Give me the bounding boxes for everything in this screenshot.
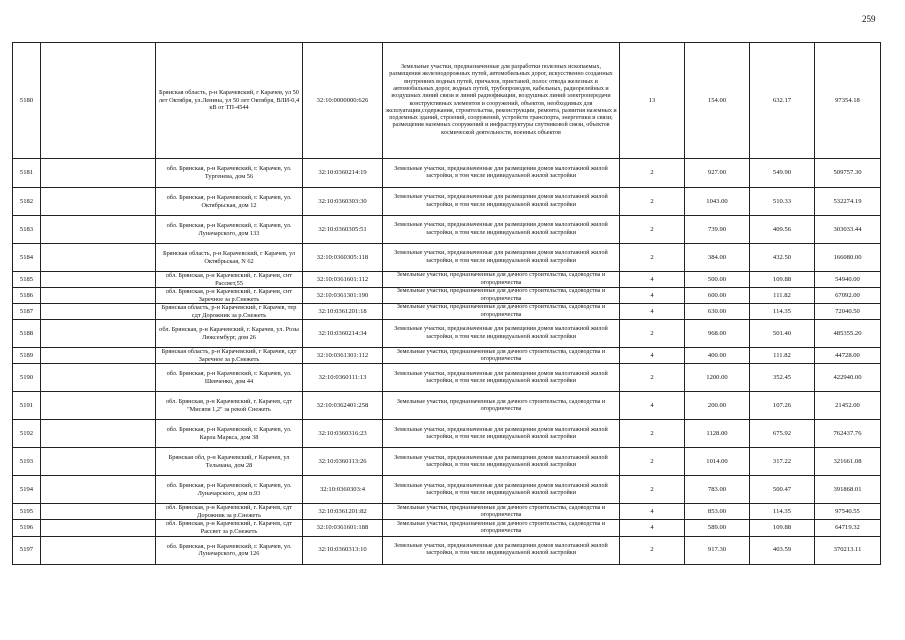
empty-cell (41, 520, 156, 536)
empty-cell (41, 43, 156, 159)
table-row (13, 320, 881, 348)
cadastral-value-cell: 321661.08 (815, 448, 881, 476)
area-cell: 917.30 (685, 536, 750, 564)
row-number: 5180 (13, 43, 41, 159)
empty-cell (41, 244, 156, 272)
group-number-cell: 4 (620, 504, 685, 520)
cadastral-value-cell: 21452.00 (815, 392, 881, 420)
land-use-cell: Земельные участки, предназначенные для дачного строительства, садоводства и огородничества (383, 504, 620, 520)
group-number-cell: 2 (620, 476, 685, 504)
area-cell: 927.00 (685, 159, 750, 188)
address-cell: обл. Брянская, р-н Карачевский, г. Карачев, снт Рассвет,55 (156, 272, 303, 288)
cadastral-value-cell: 97540.55 (815, 504, 881, 520)
area-cell: 384.00 (685, 244, 750, 272)
group-number-cell: 4 (620, 392, 685, 420)
cadastral-value-cell: 72040.50 (815, 304, 881, 320)
table-row (13, 188, 881, 216)
address-cell: обл. Брянская, р-н Карачевский, г. Карачев, ул. Луначарского, дом 126 (156, 536, 303, 564)
table-row (13, 364, 881, 392)
specific-value-cell: 109.88 (750, 520, 815, 536)
specific-value-cell: 409.56 (750, 216, 815, 244)
empty-cell (41, 364, 156, 392)
cadastral-number-cell: 32:10:0360303:4 (303, 476, 383, 504)
cadastral-value-cell: 54940.00 (815, 272, 881, 288)
specific-value-cell: 675.92 (750, 420, 815, 448)
empty-cell (41, 504, 156, 520)
cadastral-value-cell: 422940.00 (815, 364, 881, 392)
table-row (13, 520, 881, 536)
cadastral-value-cell: 370213.11 (815, 536, 881, 564)
table-row (13, 392, 881, 420)
group-number-cell: 2 (620, 364, 685, 392)
row-number: 5197 (13, 536, 41, 564)
area-cell: 630.00 (685, 304, 750, 320)
land-use-cell: Земельные участки, предназначенные для размещения домов малоэтажной жилой застройки, в том числе индивидуальной жилой застройки (383, 448, 620, 476)
area-cell: 400.00 (685, 348, 750, 364)
table-row (13, 272, 881, 288)
cadastral-value-cell: 532274.19 (815, 188, 881, 216)
page-number: 259 (862, 14, 876, 24)
specific-value-cell: 632.17 (750, 43, 815, 159)
group-number-cell: 2 (620, 536, 685, 564)
land-use-cell: Земельные участки, предназначенные для размещения домов малоэтажной жилой застройки, в том числе индивидуальной жилой застройки (383, 364, 620, 392)
cadastral-number-cell: 32:10:0360214:19 (303, 159, 383, 188)
cadastral-number-cell: 32:10:0360111:13 (303, 364, 383, 392)
address-cell: Брянская область, р-н Карачевский, г Карачев, сдт Заречное за р.Снежеть (156, 348, 303, 364)
land-use-cell: Земельные участки, предназначенные для размещения домов малоэтажной жилой застройки, в том числе индивидуальной жилой застройки (383, 216, 620, 244)
table-row (13, 216, 881, 244)
empty-cell (41, 420, 156, 448)
address-cell: Брянская область, р-н Карачевский, г Карачев, тер сдт Дорожник за р.Снежеть (156, 304, 303, 320)
address-cell: обл. Брянская, р-н Карачевский, г. Карачев, ул. Тургенева, дом 56 (156, 159, 303, 188)
address-cell: обл. Брянская, р-н Карачевский, г. Карачев, ул. Розы Люксембург, дом 26 (156, 320, 303, 348)
specific-value-cell: 114.35 (750, 504, 815, 520)
cadastral-number-cell: 32:10:0361601:112 (303, 272, 383, 288)
address-cell: Брянская область, р-н Карачевский, г Карачев, ул Октябрьская, N 62 (156, 244, 303, 272)
cadastral-number-cell: 32:10:0361201:82 (303, 504, 383, 520)
cadastral-number-cell: 32:10:0360113:26 (303, 448, 383, 476)
cadastral-value-cell: 509757.30 (815, 159, 881, 188)
cadastral-number-cell: 32:10:0361201:18 (303, 304, 383, 320)
table-row (13, 504, 881, 520)
area-cell: 500.00 (685, 272, 750, 288)
address-cell: обл. Брянская, р-н Карачевский, г. Карачев, ул. Луначарского, дом п.93 (156, 476, 303, 504)
cadastral-number-cell: 32:10:0361301:190 (303, 288, 383, 304)
land-use-cell: Земельные участки, предназначенные для дачного строительства, садоводства и огородничества (383, 520, 620, 536)
row-number: 5183 (13, 216, 41, 244)
land-use-cell: Земельные участки, предназначенные для дачного строительства, садоводства и огородничества (383, 288, 620, 304)
cadastral-value-cell: 44728.00 (815, 348, 881, 364)
address-cell: обл. Брянская, р-н Карачевский, г. Карачев, ул. Луначарского, дом 133 (156, 216, 303, 244)
cadastral-value-cell: 303033.44 (815, 216, 881, 244)
table-row (13, 43, 881, 159)
specific-value-cell: 317.22 (750, 448, 815, 476)
area-cell: 853.00 (685, 504, 750, 520)
group-number-cell: 4 (620, 348, 685, 364)
row-number: 5190 (13, 364, 41, 392)
empty-cell (41, 448, 156, 476)
cadastral-value-cell: 762437.76 (815, 420, 881, 448)
cadastral-number-cell: 32:10:0360305:51 (303, 216, 383, 244)
empty-cell (41, 320, 156, 348)
address-cell: Брянская область, р-н Карачевский, г Карачев, ул 50 лет Октября, ул.Ленина, ул 50 лет Октября, ВЛИ-0,4 кВ от ТП-4544 (156, 43, 303, 159)
address-cell: обл. Брянская, р-н Карачевский, г. Карачев, ул. Шевченко, дом 44 (156, 364, 303, 392)
specific-value-cell: 510.33 (750, 188, 815, 216)
land-use-cell: Земельные участки, предназначенные для размещения домов малоэтажной жилой застройки, в том числе индивидуальной жилой застройки (383, 476, 620, 504)
address-cell: обл. Брянская, р-н Карачевский, г. Карачев, ул. Карла Маркса, дом 38 (156, 420, 303, 448)
land-use-cell: Земельные участки, предназначенные для дачного строительства, садоводства и огородничества (383, 348, 620, 364)
address-cell: обл. Брянская, р-н Карачевский, г. Карачев, сдт Дорожник за р.Снежеть (156, 504, 303, 520)
specific-value-cell: 549.90 (750, 159, 815, 188)
group-number-cell: 2 (620, 420, 685, 448)
address-cell: обл. Брянская, р-н Карачевский, г. Карачев, сдт Рассвет за р.Снежеть (156, 520, 303, 536)
cadastral-number-cell: 32:10:0362401:258 (303, 392, 383, 420)
group-number-cell: 4 (620, 288, 685, 304)
area-cell: 200.00 (685, 392, 750, 420)
specific-value-cell: 111.82 (750, 348, 815, 364)
land-use-cell: Земельные участки, предназначенные для разработки полезных ископаемых, размещения железнодорожных путей, автомобильных дорог, искусственно созданных внутренних водных путей, причалов, пристаней, полос отвода железных и автомобильных дорог, водных путей, трубопроводов, кабельных, радиорелейных и воздушных линий связи и линий радиофикации, воздушных линий электропередачи конструктивных элементов и сооружений, объектов, необходимых для эксплуатации,содержания, строительства, реконструкции, ремонта, развития наземных и подземных зданий, строений, сооружений, устройств транспорта, энергетики и связи; размещения наземных сооружений и инфраструктуры спутниковой связи, объектов космической деятельности, военных объектов (383, 43, 620, 159)
area-cell: 968.00 (685, 320, 750, 348)
cadastral-number-cell: 32:10:0361301:112 (303, 348, 383, 364)
row-number: 5192 (13, 420, 41, 448)
table-row (13, 476, 881, 504)
row-number: 5189 (13, 348, 41, 364)
table-row (13, 244, 881, 272)
group-number-cell: 2 (620, 244, 685, 272)
address-cell: обл. Брянская, р-н Карачевский, г. Карачев, сдт "Мисяпя 1,2" за рекой Снежеть (156, 392, 303, 420)
address-cell: обл. Брянская, р-н Карачевский, г. Карачев, снт Заречное за р.Снежеть (156, 288, 303, 304)
land-use-cell: Земельные участки, предназначенные для размещения домов малоэтажной жилой застройки, в том числе индивидуальной жилой застройки (383, 420, 620, 448)
table-row (13, 536, 881, 564)
cadastral-number-cell: 32:10:0361601:188 (303, 520, 383, 536)
cadastral-value-cell: 166080.00 (815, 244, 881, 272)
area-cell: 600.00 (685, 288, 750, 304)
row-number: 5182 (13, 188, 41, 216)
row-number: 5194 (13, 476, 41, 504)
table-row (13, 159, 881, 188)
land-use-cell: Земельные участки, предназначенные для дачного строительства, садоводства и огородничества (383, 272, 620, 288)
area-cell: 1014.00 (685, 448, 750, 476)
row-number: 5185 (13, 272, 41, 288)
group-number-cell: 2 (620, 320, 685, 348)
empty-cell (41, 216, 156, 244)
group-number-cell: 13 (620, 43, 685, 159)
group-number-cell: 4 (620, 304, 685, 320)
specific-value-cell: 109.88 (750, 272, 815, 288)
land-use-cell: Земельные участки, предназначенные для размещения домов малоэтажной жилой застройки, в том числе индивидуальной жилой застройки (383, 188, 620, 216)
cadastral-value-cell: 97354.18 (815, 43, 881, 159)
address-cell: Брянская обл, р-н Карачевский, г Карачев, ул Тельмана, дом 28 (156, 448, 303, 476)
table-row (13, 448, 881, 476)
empty-cell (41, 536, 156, 564)
cadastral-value-cell: 485355.20 (815, 320, 881, 348)
group-number-cell: 2 (620, 159, 685, 188)
land-use-cell: Земельные участки, предназначенные для дачного строительства, садоводства и огородничества (383, 304, 620, 320)
land-use-cell: Земельные участки, предназначенные для размещения домов малоэтажной жилой застройки, в том числе индивидуальной жилой застройки (383, 244, 620, 272)
cadastral-value-cell: 391868.01 (815, 476, 881, 504)
row-number: 5181 (13, 159, 41, 188)
group-number-cell: 2 (620, 216, 685, 244)
cadastral-value-cell: 64719.32 (815, 520, 881, 536)
table-row (13, 288, 881, 304)
empty-cell (41, 304, 156, 320)
land-use-cell: Земельные участки, предназначенные для размещения домов малоэтажной жилой застройки, в том числе индивидуальной жилой застройки (383, 536, 620, 564)
area-cell: 1043.00 (685, 188, 750, 216)
specific-value-cell: 500.47 (750, 476, 815, 504)
area-cell: 1128.00 (685, 420, 750, 448)
area-cell: 783.00 (685, 476, 750, 504)
table-row (13, 304, 881, 320)
cadastral-number-cell: 32:10:0360305:118 (303, 244, 383, 272)
empty-cell (41, 159, 156, 188)
cadastral-number-cell: 32:10:0360303:30 (303, 188, 383, 216)
cadastral-value-table (12, 42, 881, 565)
empty-cell (41, 348, 156, 364)
group-number-cell: 2 (620, 448, 685, 476)
row-number: 5191 (13, 392, 41, 420)
row-number: 5184 (13, 244, 41, 272)
specific-value-cell: 111.82 (750, 288, 815, 304)
area-cell: 1200.00 (685, 364, 750, 392)
cadastral-number-cell: 32:10:0360214:34 (303, 320, 383, 348)
cadastral-number-cell: 32:10:0360313:10 (303, 536, 383, 564)
table-row (13, 420, 881, 448)
row-number: 5186 (13, 288, 41, 304)
empty-cell (41, 188, 156, 216)
specific-value-cell: 352.45 (750, 364, 815, 392)
specific-value-cell: 432.50 (750, 244, 815, 272)
table-row (13, 348, 881, 364)
cadastral-number-cell: 32:10:0360316:23 (303, 420, 383, 448)
specific-value-cell: 501.40 (750, 320, 815, 348)
row-number: 5187 (13, 304, 41, 320)
row-number: 5195 (13, 504, 41, 520)
row-number: 5193 (13, 448, 41, 476)
group-number-cell: 4 (620, 520, 685, 536)
area-cell: 739.90 (685, 216, 750, 244)
specific-value-cell: 403.59 (750, 536, 815, 564)
cadastral-number-cell: 32:10:0000000:626 (303, 43, 383, 159)
area-cell: 589.00 (685, 520, 750, 536)
land-use-cell: Земельные участки, предназначенные для размещения домов малоэтажной жилой застройки, в том числе индивидуальной жилой застройки (383, 159, 620, 188)
address-cell: обл. Брянская, р-н Карачевский, г. Карачев, ул. Октябрьская, дом 12 (156, 188, 303, 216)
row-number: 5188 (13, 320, 41, 348)
cadastral-value-cell: 67092.00 (815, 288, 881, 304)
specific-value-cell: 114.35 (750, 304, 815, 320)
empty-cell (41, 392, 156, 420)
specific-value-cell: 107.26 (750, 392, 815, 420)
empty-cell (41, 476, 156, 504)
group-number-cell: 4 (620, 272, 685, 288)
group-number-cell: 2 (620, 188, 685, 216)
land-use-cell: Земельные участки, предназначенные для дачного строительства, садоводства и огородничества (383, 392, 620, 420)
land-use-cell: Земельные участки, предназначенные для размещения домов малоэтажной жилой застройки, в том числе индивидуальной жилой застройки (383, 320, 620, 348)
empty-cell (41, 288, 156, 304)
empty-cell (41, 272, 156, 288)
row-number: 5196 (13, 520, 41, 536)
area-cell: 154.00 (685, 43, 750, 159)
